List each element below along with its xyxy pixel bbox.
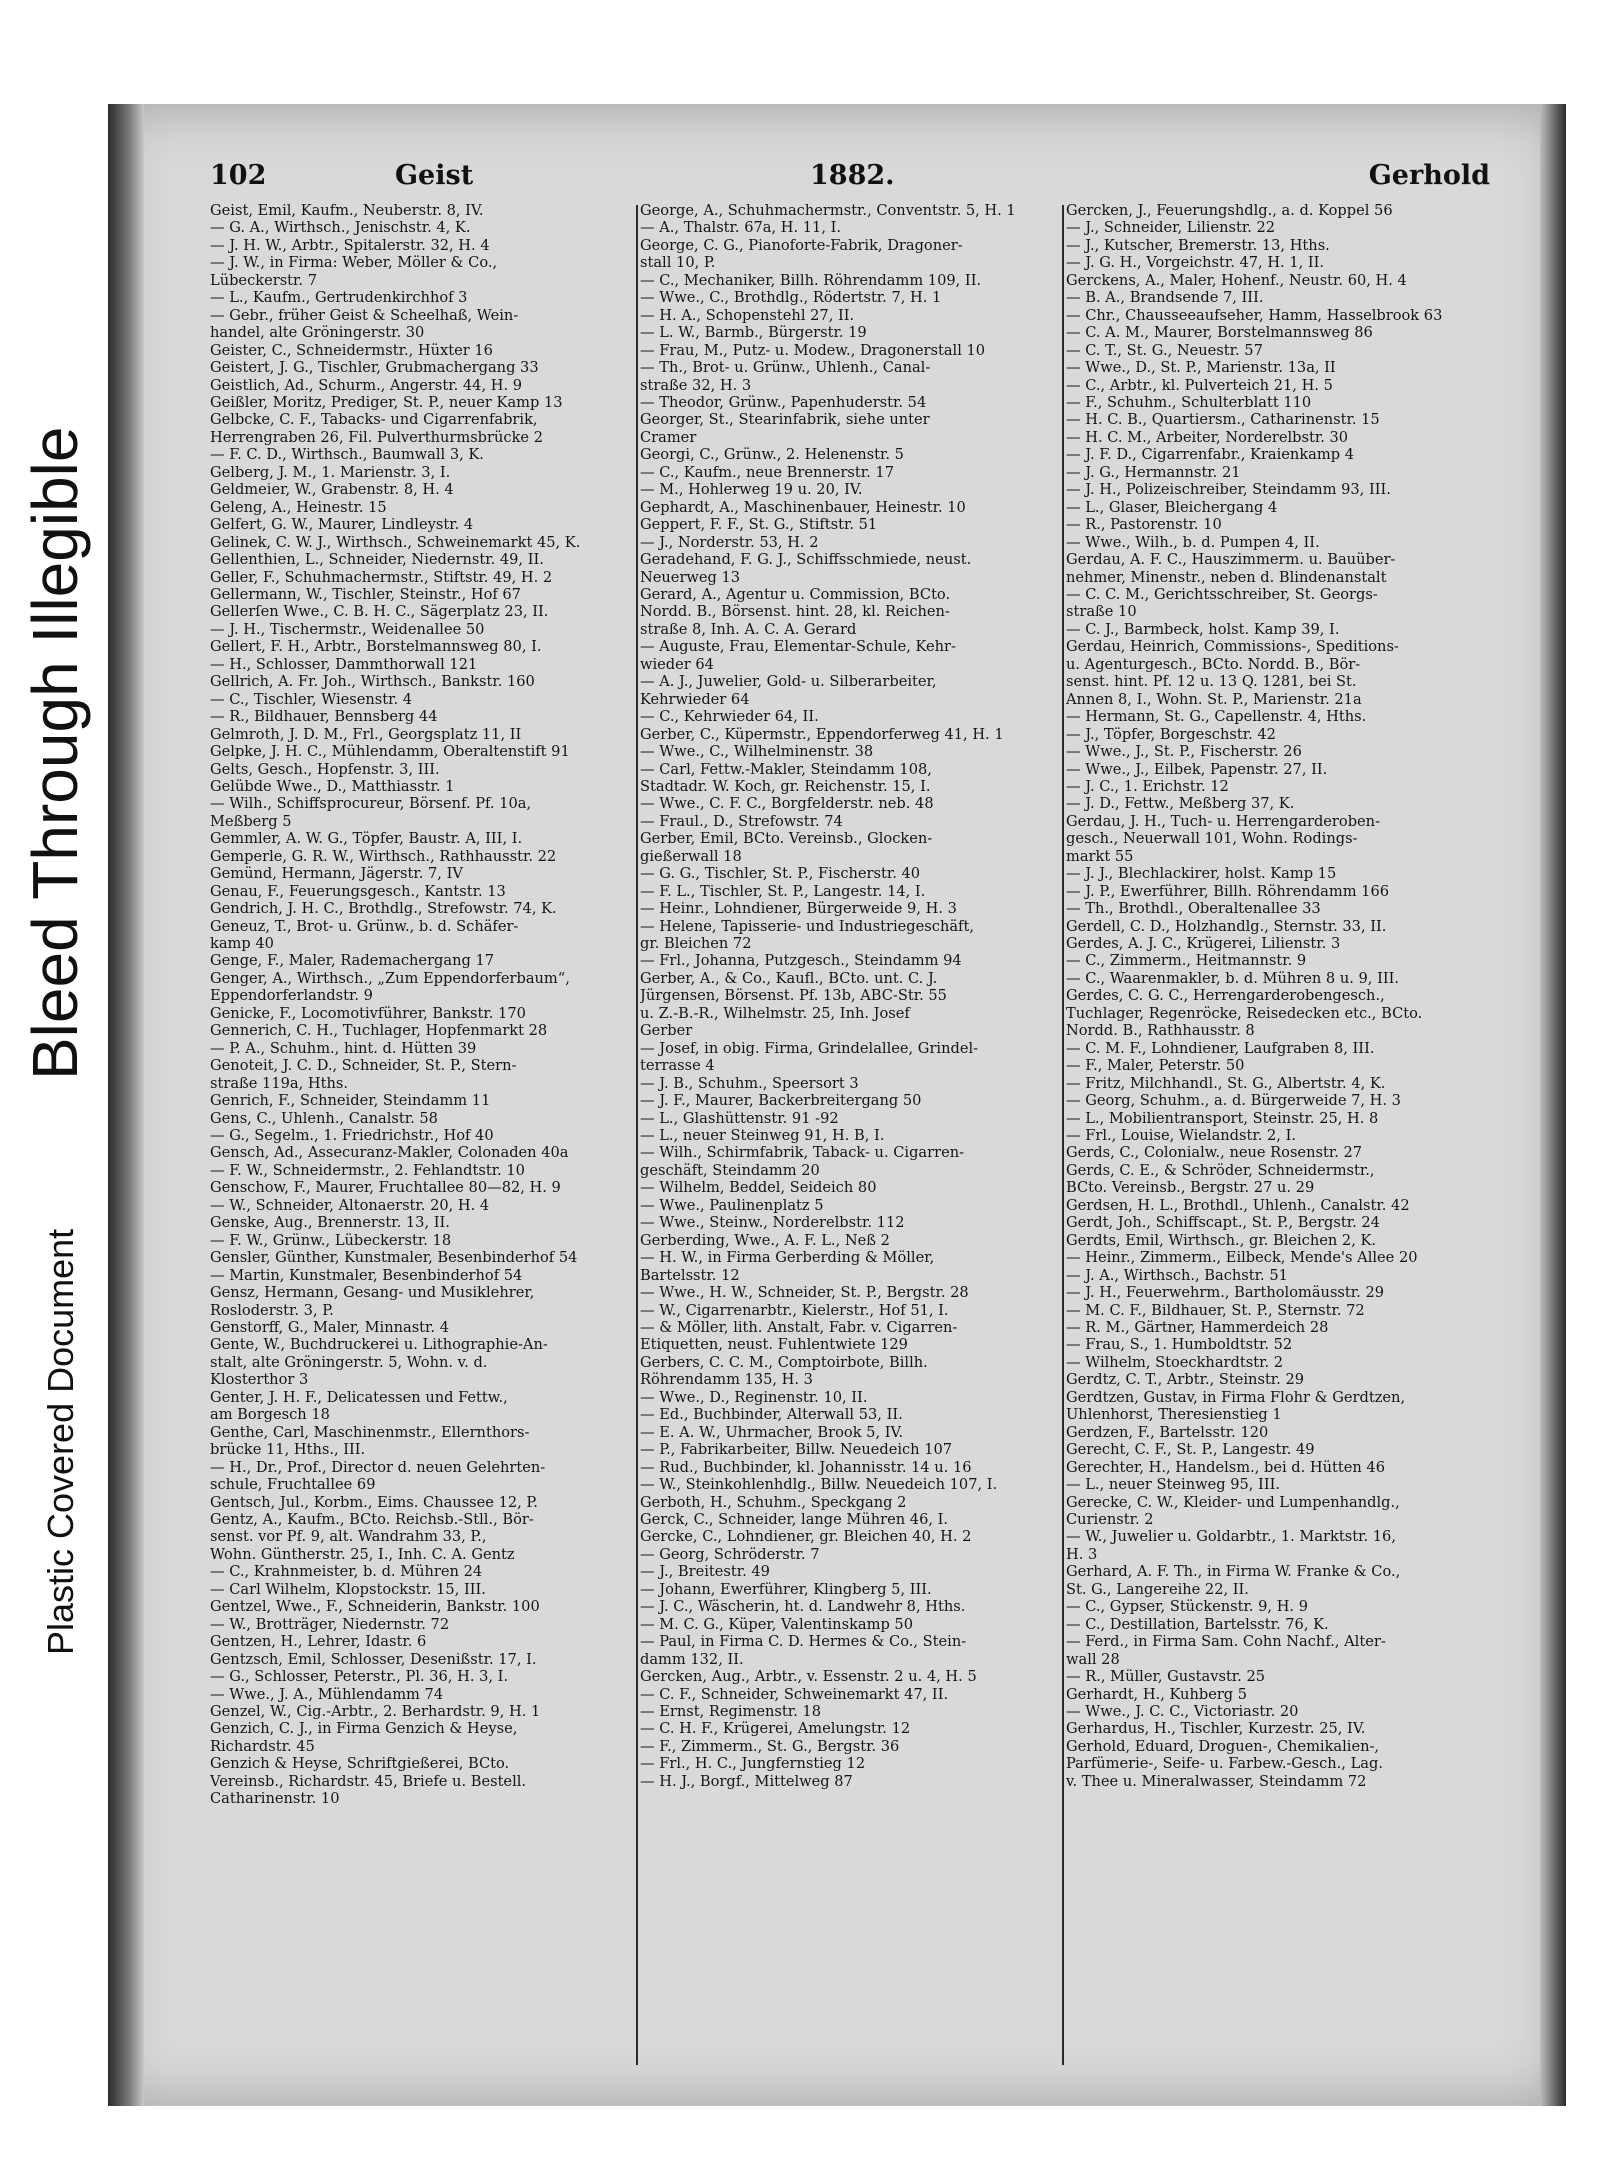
directory-entry: geschäft, Steindamm 20 <box>640 1161 820 1179</box>
directory-entry: stall 10, P. <box>640 254 716 272</box>
directory-entry: Neuerweg 13 <box>640 568 741 586</box>
directory-entry: Genau, F., Feuerungsgesch., Kantstr. 13 <box>210 882 506 900</box>
directory-entry: — Wwe., J., St. P., Fischerstr. 26 <box>1066 743 1302 761</box>
directory-entry: — F., Zimmerm., St. G., Bergstr. 36 <box>640 1737 900 1755</box>
directory-entry: — Frl., Johanna, Putzgesch., Steindamm 94 <box>640 952 962 970</box>
directory-entry: Gensch, Ad., Assecuranz-Makler, Colonaden 40a <box>210 1144 569 1162</box>
directory-entry: — F., Maler, Peterstr. 50 <box>1066 1057 1245 1075</box>
directory-entry: Gerhardus, H., Tischler, Kurzestr. 25, IV. <box>1066 1720 1366 1738</box>
directory-entry: nehmer, Minenstr., neben d. Blindenanstalt <box>1066 568 1387 586</box>
directory-entry: — C. T., St. G., Neuestr. 57 <box>1066 341 1263 359</box>
directory-entry: Gercke, C., Lohndiener, gr. Bleichen 40, H. 2 <box>640 1528 972 1546</box>
directory-entry: — L., Glashüttenstr. 91 -92 <box>640 1109 839 1127</box>
header-year: 1882. <box>810 160 895 191</box>
directory-entry: — P. A., Schuhm., hint. d. Hütten 39 <box>210 1039 477 1057</box>
directory-entry: Gellrich, A. Fr. Joh., Wirthsch., Bankstr. 160 <box>210 673 535 691</box>
directory-entry: terrasse 4 <box>640 1057 715 1075</box>
directory-entry: — C., Gypser, Stückenstr. 9, H. 9 <box>1066 1598 1308 1616</box>
directory-entry: stalt, alte Gröningerstr. 5, Wohn. v. d. <box>210 1353 488 1371</box>
directory-entry: Gelts, Gesch., Hopfenstr. 3, III. <box>210 760 440 778</box>
directory-entry: — L., neuer Steinweg 91, H. B, I. <box>640 1127 885 1145</box>
page-spine-shadow <box>108 104 144 2106</box>
directory-entry: George, A., Schuhmachermstr., Conventstr. 5, H. 1 <box>640 202 1016 219</box>
directory-entry: — Wwe., Paulinenplatz 5 <box>640 1196 824 1214</box>
directory-entry: Genzich, C. J., in Firma Genzich & Heyse, <box>210 1720 518 1738</box>
directory-entry: — L., Glaser, Bleichergang 4 <box>1066 498 1278 516</box>
directory-entry: — Chr., Chausseeaufseher, Hamm, Hasselbrook 63 <box>1066 306 1443 324</box>
directory-entry: Annen 8, I., Wohn. St. P., Marienstr. 21a <box>1066 690 1362 708</box>
directory-entry: — L., Kaufm., Gertrudenkirchhof 3 <box>210 289 468 307</box>
directory-entry: Gercken, Aug., Arbtr., v. Essenstr. 2 u. 4, H. 5 <box>640 1668 977 1686</box>
directory-entry: brücke 11, Hths., III. <box>210 1441 366 1459</box>
directory-entry: u. Agenturgesch., BCto. Nordd. B., Bör- <box>1066 655 1361 673</box>
directory-entry: — G., Segelm., 1. Friedrichstr., Hof 40 <box>210 1127 494 1145</box>
directory-entry: — Heinr., Zimmerm., Eilbeck, Mende's Allee 20 <box>1066 1249 1418 1267</box>
directory-entry: Klosterthor 3 <box>210 1371 309 1389</box>
directory-entry: Gennerich, C. H., Tuchlager, Hopfenmarkt 28 <box>210 1022 548 1040</box>
directory-entry: — J. P., Ewerführer, Billh. Röhrendamm 166 <box>1066 882 1390 900</box>
directory-entry: — Gebr., früher Geist & Scheelhaß, Wein- <box>210 306 519 324</box>
directory-entry: Gerberding, Wwe., A. F. L., Neß 2 <box>640 1231 890 1249</box>
directory-entry: — Ferd., in Firma Sam. Cohn Nachf., Alter- <box>1066 1633 1386 1651</box>
directory-entry: Geistlich, Ad., Schurm., Angerstr. 44, H. 9 <box>210 376 523 394</box>
directory-entry: — W., Schneider, Altonaerstr. 20, H. 4 <box>210 1196 490 1214</box>
directory-entry: Gens, C., Uhlenh., Canalstr. 58 <box>210 1109 438 1127</box>
directory-entry: — J., Kutscher, Bremerstr. 13, Hths. <box>1066 236 1330 254</box>
directory-entry: straße 10 <box>1066 603 1137 621</box>
directory-entry: Gelfert, G. W., Maurer, Lindleystr. 4 <box>210 516 474 534</box>
directory-entry: — Wilhelm, Stoeckhardtstr. 2 <box>1066 1353 1284 1371</box>
directory-entry: — Wilh., Schirmfabrik, Taback- u. Cigarren- <box>640 1144 965 1162</box>
directory-entry: Lübeckerstr. 7 <box>210 271 317 289</box>
directory-entry: — M., Hohlerweg 19 u. 20, IV. <box>640 481 863 499</box>
directory-entry: Gelübde Wwe., D., Matthiasstr. 1 <box>210 777 455 795</box>
directory-entry: — Th., Brothdl., Oberaltenallee 33 <box>1066 900 1321 918</box>
directory-entry: Rosloderstr. 3, P. <box>210 1301 334 1319</box>
directory-entry: — C., Krahnmeister, b. d. Mühren 24 <box>210 1563 483 1581</box>
directory-entry: Gerecht, C. F., St. P., Langestr. 49 <box>1066 1441 1315 1459</box>
directory-entry: — Rud., Buchbinder, kl. Johannisstr. 14 u. 16 <box>640 1458 972 1476</box>
directory-entry: — G., Schlosser, Peterstr., Pl. 36, H. 3, I. <box>210 1668 509 1686</box>
directory-entry: — Fraul., D., Strefowstr. 74 <box>640 812 843 830</box>
directory-entry: — H. C. B., Quartiersm., Catharinenstr. 15 <box>1066 411 1380 429</box>
header-last-entry: Gerhold <box>1368 160 1490 191</box>
directory-entry: — H. W., in Firma Gerberding & Möller, <box>640 1249 935 1267</box>
directory-entry: — C. H. F., Krügerei, Amelungstr. 12 <box>640 1720 911 1738</box>
directory-entry: Gerdes, A. J. C., Krügerei, Lilienstr. 3 <box>1066 935 1341 953</box>
directory-entry: Genthe, Carl, Maschinenmstr., Ellernthors- <box>210 1423 530 1441</box>
directory-entry: Nordd. B., Börsenst. hint. 28, kl. Reichen- <box>640 603 950 621</box>
directory-entry: Gente, W., Buchdruckerei u. Lithographie-An- <box>210 1336 548 1354</box>
directory-entry: Geleng, A., Heinestr. 15 <box>210 498 387 516</box>
directory-entry: v. Thee u. Mineralwasser, Steindamm 72 <box>1066 1772 1367 1790</box>
directory-entry: straße 32, H. 3 <box>640 376 752 394</box>
directory-entry: Geist, Emil, Kaufm., Neuberstr. 8, IV. <box>210 202 484 219</box>
directory-entry: Gerdsen, H. L., Brothdl., Uhlenh., Canalstr. 42 <box>1066 1196 1410 1214</box>
directory-entry: — M. C. G., Küper, Valentinskamp 50 <box>640 1615 913 1633</box>
header-first-entry: Geist <box>395 160 474 191</box>
directory-entry: Stadtadr. W. Koch, gr. Reichenstr. 15, I. <box>640 777 931 795</box>
directory-entry: — Martin, Kunstmaler, Besenbinderhof 54 <box>210 1266 523 1284</box>
directory-entry: — M. C. F., Bildhauer, St. P., Sternstr. 72 <box>1066 1301 1365 1319</box>
directory-entry: Georger, St., Stearinfabrik, siehe unter <box>640 411 930 429</box>
directory-entry: — R., Pastorenstr. 10 <box>1066 516 1222 534</box>
directory-entry: — Ernst, Regimenstr. 18 <box>640 1702 821 1720</box>
directory-entry: — J. B., Schuhm., Speersort 3 <box>640 1074 859 1092</box>
directory-entry: Gentzel, Wwe., F., Schneiderin, Bankstr. 100 <box>210 1598 540 1616</box>
directory-entry: Richardstr. 45 <box>210 1737 315 1755</box>
directory-entry: Wohn. Güntherstr. 25, I., Inh. C. A. Gentz <box>210 1545 515 1563</box>
directory-entry: Cramer <box>640 428 697 446</box>
directory-entry: Gerboth, H., Schuhm., Speckgang 2 <box>640 1493 907 1511</box>
directory-entry: — F. W., Schneidermstr., 2. Fehlandtstr. 10 <box>210 1161 525 1179</box>
directory-entry: Gephardt, A., Maschinenbauer, Heinestr. 10 <box>640 498 966 516</box>
directory-entry: kamp 40 <box>210 935 274 953</box>
directory-entry: Gerber <box>640 1022 693 1040</box>
directory-entry: Jürgensen, Börsenst. Pf. 13b, ABC-Str. 55 <box>640 987 947 1005</box>
directory-entry: — Frau, S., 1. Humboldtstr. 52 <box>1066 1336 1293 1354</box>
directory-entry: — Wwe., J. A., Mühlendamm 74 <box>210 1685 444 1703</box>
directory-entry: Gerdts, Emil, Wirthsch., gr. Bleichen 2, K. <box>1066 1231 1377 1249</box>
directory-entry: — A., Thalstr. 67a, H. 11, I. <box>640 219 841 237</box>
directory-entry: am Borgesch 18 <box>210 1406 330 1424</box>
directory-entry: — Wwe., J., Eilbek, Papenstr. 27, II. <box>1066 760 1328 778</box>
directory-entry: damm 132, II. <box>640 1650 744 1668</box>
directory-entry: Gerechter, H., Handelsm., bei d. Hütten 46 <box>1066 1458 1385 1476</box>
directory-entry: Gerdtzen, Gustav, in Firma Flohr & Gerdtzen, <box>1066 1388 1406 1406</box>
directory-entry: Georgi, C., Grünw., 2. Helenenstr. 5 <box>640 446 904 464</box>
directory-entry: — Wilh., Schiffsprocureur, Börsenf. Pf. 10a, <box>210 795 532 813</box>
page-number: 102 <box>210 160 267 191</box>
directory-entry: — W., Cigarrenarbtr., Kielerstr., Hof 51, I. <box>640 1301 949 1319</box>
directory-entry: Uhlenhorst, Theresienstieg 1 <box>1066 1406 1282 1424</box>
directory-entry: — W., Steinkohlenhdlg., Billw. Neuedeich 107, I. <box>640 1476 998 1494</box>
directory-entry: George, C. G., Pianoforte-Fabrik, Dragoner- <box>640 236 963 254</box>
column-divider <box>1062 205 1064 2065</box>
directory-entry: — J., Schneider, Lilienstr. 22 <box>1066 219 1276 237</box>
plastic-covered-label: Plastic Covered Document <box>40 1228 81 1655</box>
directory-entry: senst. hint. Pf. 12 u. 13 Q. 1281, bei St. <box>1066 673 1357 691</box>
directory-entry: — L., neuer Steinweg 95, III. <box>1066 1476 1280 1494</box>
directory-entry: Genge, F., Maler, Rademachergang 17 <box>210 952 495 970</box>
directory-entry: Gerber, A., & Co., Kaufl., BCto. unt. C. J. <box>640 969 938 987</box>
directory-entry: — F. L., Tischler, St. P., Langestr. 14, I. <box>640 882 926 900</box>
directory-entry: Parfümerie-, Seife- u. Farbew.-Gesch., Lag. <box>1066 1755 1383 1773</box>
directory-entry: straße 8, Inh. A. C. A. Gerard <box>640 620 857 638</box>
directory-entry: Genschow, F., Maurer, Fruchtallee 80—82, H. 9 <box>210 1179 561 1197</box>
directory-entry: Gemmler, A. W. G., Töpfer, Baustr. A, III, I. <box>210 830 523 848</box>
directory-entry: — Wwe., Steinw., Norderelbstr. 112 <box>640 1214 905 1232</box>
directory-entry: — Auguste, Frau, Elementar-Schule, Kehr- <box>640 638 956 656</box>
directory-entry: Gerds, C. E., & Schröder, Schneidermstr., <box>1066 1161 1375 1179</box>
directory-entry: — R., Müller, Gustavstr. 25 <box>1066 1668 1266 1686</box>
directory-entry: Etiquetten, neust. Fuhlentwiete 129 <box>640 1336 908 1354</box>
directory-entry: Gellerſen Wwe., C. B. H. C., Sägerplatz 23, II. <box>210 603 549 621</box>
directory-entry: Geister, C., Schneidermstr., Hüxter 16 <box>210 341 493 359</box>
directory-entry: Gemünd, Hermann, Jägerstr. 7, IV <box>210 865 463 883</box>
directory-entry: Gendrich, J. H. C., Brothdlg., Strefowstr. 74, K. <box>210 900 557 918</box>
directory-entry: — H. C. M., Arbeiter, Norderelbstr. 30 <box>1066 428 1349 446</box>
directory-entry: Gerckens, A., Maler, Hohenf., Neustr. 60, H. 4 <box>1066 271 1407 289</box>
directory-entry: — B. A., Brandsende 7, III. <box>1066 289 1264 307</box>
directory-entry: gießerwall 18 <box>640 847 742 865</box>
directory-entry: Gerck, C., Schneider, lange Mühren 46, I. <box>640 1510 949 1528</box>
directory-entry: — W., Juwelier u. Goldarbtr., 1. Marktstr. 16, <box>1066 1528 1396 1546</box>
directory-entry: — Wwe., Wilh., b. d. Pumpen 4, II. <box>1066 533 1320 551</box>
directory-entry: — Wwe., D., St. P., Marienstr. 13a, II <box>1066 359 1336 377</box>
directory-entry: Genicke, F., Locomotivführer, Bankstr. 170 <box>210 1004 526 1022</box>
directory-entry: — H., Schlosser, Dammthorwall 121 <box>210 655 478 673</box>
directory-entry: Kehrwieder 64 <box>640 690 750 708</box>
directory-entry: Gensz, Hermann, Gesang- und Musiklehrer, <box>210 1284 535 1302</box>
directory-entry: — Helene, Tapisserie- und Industriegeschäft, <box>640 917 974 935</box>
directory-entry: Gemperle, G. R. W., Wirthsch., Rathhausstr. 22 <box>210 847 557 865</box>
directory-entry: Gentsch, Jul., Korbm., Eims. Chaussee 12, P. <box>210 1493 538 1511</box>
directory-entry: — H., Dr., Prof., Director d. neuen Gelehrten- <box>210 1458 546 1476</box>
directory-entry: — J., Töpfer, Borgeschstr. 42 <box>1066 725 1276 743</box>
directory-entry: — C. C. M., Gerichtsschreiber, St. Georgs- <box>1066 585 1378 603</box>
directory-entry: Gellermann, W., Tischler, Steinstr., Hof 67 <box>210 585 521 603</box>
directory-entry: — Wwe., C. F. C., Borgfelderstr. neb. 48 <box>640 795 934 813</box>
directory-entry: senst. vor Pf. 9, alt. Wandrahm 33, P., <box>210 1528 487 1546</box>
directory-entry: — C., Destillation, Bartelsstr. 76, K. <box>1066 1615 1329 1633</box>
directory-entry: — F. W., Grünw., Lübeckerstr. 18 <box>210 1231 452 1249</box>
directory-entry: Geldmeier, W., Grabenstr. 8, H. 4 <box>210 481 454 499</box>
directory-entry: — Johann, Ewerführer, Klingberg 5, III. <box>640 1580 932 1598</box>
directory-entry: — Frau, M., Putz- u. Modew., Dragonerstall 10 <box>640 341 986 359</box>
directory-entry: Gerhard, A. F. Th., in Firma W. Franke & Co., <box>1066 1563 1401 1581</box>
directory-entry: — Carl, Fettw.-Makler, Steindamm 108, <box>640 760 932 778</box>
directory-entry: — C., Arbtr., kl. Pulverteich 21, H. 5 <box>1066 376 1333 394</box>
directory-entry: — E. A. W., Uhrmacher, Brook 5, IV. <box>640 1423 904 1441</box>
directory-entry: — J. G., Hermannstr. 21 <box>1066 463 1241 481</box>
directory-entry: gr. Bleichen 72 <box>640 935 752 953</box>
page-right-edge <box>1540 104 1566 2106</box>
directory-entry: — C., Mechaniker, Billh. Röhrendamm 109, II. <box>640 271 982 289</box>
directory-entry: Geistert, J. G., Tischler, Grubmachergang 33 <box>210 359 539 377</box>
directory-entry: Gerdes, C. G. C., Herrengarderobengesch., <box>1066 987 1385 1005</box>
directory-entry: Genoteit, J. C. D., Schneider, St. P., Stern- <box>210 1057 517 1075</box>
directory-entry: Gerhold, Eduard, Droguen-, Chemikalien-, <box>1066 1737 1380 1755</box>
directory-entry: Gerdell, C. D., Holzhandlg., Sternstr. 33, II. <box>1066 917 1387 935</box>
directory-entry: — G. G., Tischler, St. P., Fischerstr. 40 <box>640 865 921 883</box>
directory-entry: — J. H., Tischermstr., Weidenallee 50 <box>210 620 485 638</box>
directory-entry: — J. G. H., Vorgeichstr. 47, H. 1, II. <box>1066 254 1325 272</box>
directory-entry: Röhrendamm 135, H. 3 <box>640 1371 813 1389</box>
directory-entry: — J. C., Wäscherin, ht. d. Landwehr 8, Hths. <box>640 1598 966 1616</box>
directory-entry: Tuchlager, Regenröcke, Reisedecken etc., BCto. <box>1066 1004 1423 1022</box>
directory-entry: — C., Tischler, Wiesenstr. 4 <box>210 690 413 708</box>
directory-entry: — & Möller, lith. Anstalt, Fabr. v. Cigarren- <box>640 1319 958 1336</box>
directory-entry: Gentzen, H., Lehrer, Idastr. 6 <box>210 1633 427 1651</box>
directory-entry: Gerber, C., Küpermstr., Eppendorferweg 41, H. 1 <box>640 725 1004 743</box>
directory-entry: — R., Bildhauer, Bennsberg 44 <box>210 708 438 726</box>
directory-entry: — J. H., Feuerwehrm., Bartholomäusstr. 29 <box>1066 1284 1385 1302</box>
directory-entry: Gerds, C., Colonialw., neue Rosenstr. 27 <box>1066 1144 1363 1162</box>
directory-entry: — J. J., Blechlackirer, holst. Kamp 15 <box>1066 865 1337 883</box>
directory-entry: Gerdtz, C. T., Arbtr., Steinstr. 29 <box>1066 1371 1305 1389</box>
directory-entry: — Heinr., Lohndiener, Bürgerweide 9, H. 3 <box>640 900 957 918</box>
directory-entry: — Fritz, Milchhandl., St. G., Albertstr. 4, K. <box>1066 1074 1386 1092</box>
directory-entry: Gelberg, J. M., 1. Marienstr. 3, I. <box>210 463 451 481</box>
directory-entry: — C., Kaufm., neue Brennerstr. 17 <box>640 463 894 481</box>
directory-entry: — W., Brotträger, Niedernstr. 72 <box>210 1615 450 1633</box>
directory-entry: Genrich, F., Schneider, Steindamm 11 <box>210 1092 491 1110</box>
directory-column-3 <box>1066 202 1494 2064</box>
column-divider <box>636 205 638 2065</box>
directory-entry: Gelinek, C. W. J., Wirthsch., Schweinemarkt 45, K. <box>210 533 581 551</box>
directory-entry: Gellert, F. H., Arbtr., Borstelmannsweg 80, I. <box>210 638 542 656</box>
directory-entry: — Hermann, St. G., Capellenstr. 4, Hths. <box>1066 708 1367 726</box>
directory-entry: — J., Norderstr. 53, H. 2 <box>640 533 819 551</box>
directory-entry: Catharinenstr. 10 <box>210 1790 340 1808</box>
directory-entry: Gerdau, A. F. C., Hauszimmerm. u. Bauüber- <box>1066 551 1396 569</box>
directory-entry: — Wwe., C., Wilhelminenstr. 38 <box>640 743 874 761</box>
directory-entry: markt 55 <box>1066 847 1134 865</box>
directory-entry: — Wwe., D., Reginenstr. 10, II. <box>640 1388 868 1406</box>
directory-entry: — Th., Brot- u. Grünw., Uhlenh., Canal- <box>640 359 931 377</box>
directory-entry: Gensler, Günther, Kunstmaler, Besenbinderhof 54 <box>210 1249 578 1267</box>
directory-entry: — C., Kehrwieder 64, II. <box>640 708 819 726</box>
directory-entry: — C. A. M., Maurer, Borstelmannsweg 86 <box>1066 324 1373 342</box>
bleed-through-label: Bleed Through Illegible <box>19 426 91 1080</box>
directory-entry: Gentzsch, Emil, Schlosser, Desenißstr. 17, I. <box>210 1650 537 1668</box>
directory-entry: — Josef, in obig. Firma, Grindelallee, Grindel- <box>640 1039 979 1057</box>
directory-entry: u. Z.-B.-R., Wilhelmstr. 25, Inh. Josef <box>640 1004 910 1022</box>
directory-entry: — J. F. D., Cigarrenfabr., Kraienkamp 4 <box>1066 446 1354 464</box>
directory-entry: Gerbers, C. C. M., Comptoirbote, Billh. <box>640 1353 928 1371</box>
directory-entry: — Carl Wilhelm, Klopstockstr. 15, III. <box>210 1580 486 1598</box>
directory-entry: — Wilhelm, Beddel, Seideich 80 <box>640 1179 877 1197</box>
directory-entry: — Georg, Schröderstr. 7 <box>640 1545 820 1563</box>
page-header <box>210 160 1490 198</box>
directory-entry: — H. A., Schopenstehl 27, II. <box>640 306 855 324</box>
directory-entry: — C. J., Barmbeck, holst. Kamp 39, I. <box>1066 620 1340 638</box>
directory-entry: schule, Fruchtallee 69 <box>210 1476 376 1494</box>
directory-entry: — C., Waarenmakler, b. d. Mühren 8 u. 9, III. <box>1066 969 1400 987</box>
directory-entry: Gerber, Emil, BCto. Vereinsb., Glocken- <box>640 830 933 848</box>
directory-entry: — A. J., Juwelier, Gold- u. Silberarbeiter, <box>640 673 937 691</box>
directory-entry: Geppert, F. F., St. G., Stiftstr. 51 <box>640 516 878 534</box>
directory-entry: Gerdau, J. H., Tuch- u. Herrengarderoben- <box>1066 812 1381 830</box>
directory-entry: — J. D., Fettw., Meßberg 37, K. <box>1066 795 1295 813</box>
directory-entry: — Wwe., H. W., Schneider, St. P., Bergstr. 28 <box>640 1284 969 1302</box>
directory-entry: — J. A., Wirthsch., Bachstr. 51 <box>1066 1266 1288 1284</box>
directory-entry: Gerhardt, H., Kuhberg 5 <box>1066 1685 1248 1703</box>
directory-entry: — L. W., Barmb., Bürgerstr. 19 <box>640 324 867 342</box>
directory-entry: — Frl., H. C., Jungfernstieg 12 <box>640 1755 866 1773</box>
directory-entry: — J. H., Polizeischreiber, Steindamm 93, III. <box>1066 481 1391 499</box>
directory-entry: Genger, A., Wirthsch., „Zum Eppendorferbaum“, <box>210 969 570 987</box>
directory-entry: — J., Breitestr. 49 <box>640 1563 770 1581</box>
directory-entry: Genstorff, G., Maler, Minnastr. 4 <box>210 1319 449 1336</box>
directory-entry: Gerecke, C. W., Kleider- und Lumpenhandlg., <box>1066 1493 1400 1511</box>
directory-entry: — L., Mobilientransport, Steinstr. 25, H. 8 <box>1066 1109 1379 1127</box>
directory-entry: St. G., Langereihe 22, II. <box>1066 1580 1249 1598</box>
directory-entry: Eppendorferlandstr. 9 <box>210 987 373 1005</box>
directory-entry: Gerdt, Joh., Schiffscapt., St. P., Bergstr. 24 <box>1066 1214 1380 1232</box>
directory-entry: — J. F., Maurer, Backerbreitergang 50 <box>640 1092 922 1110</box>
directory-entry: straße 119a, Hths. <box>210 1074 349 1092</box>
directory-entry: Genzich & Heyse, Schriftgießerei, BCto. <box>210 1755 510 1773</box>
directory-entry: — H. J., Borgf., Mittelweg 87 <box>640 1772 853 1790</box>
directory-entry: Gelmroth, J. D. M., Frl., Georgsplatz 11, II <box>210 725 522 743</box>
directory-entry: — C. F., Schneider, Schweinemarkt 47, II. <box>640 1685 949 1703</box>
directory-entry: Bartelsstr. 12 <box>640 1266 740 1284</box>
directory-entry: gesch., Neuerwall 101, Wohn. Rodings- <box>1066 830 1358 848</box>
directory-entry: Herrengraben 26, Fil. Pulverthurmsbrücke 2 <box>210 428 543 446</box>
directory-entry: Genter, J. H. F., Delicatessen und Fettw., <box>210 1388 508 1406</box>
directory-entry: — R. M., Gärtner, Hammerdeich 28 <box>1066 1319 1329 1336</box>
directory-entry: — C. M. F., Lohndiener, Laufgraben 8, III. <box>1066 1039 1375 1057</box>
directory-entry: handel, alte Gröningerstr. 30 <box>210 324 425 342</box>
directory-entry: — J. C., 1. Erichstr. 12 <box>1066 777 1229 795</box>
directory-column-2 <box>640 202 1062 2064</box>
directory-entry: — J. W., in Firma: Weber, Möller & Co., <box>210 254 498 272</box>
directory-entry: wall 28 <box>1066 1650 1120 1668</box>
directory-entry: — Theodor, Grünw., Papenhuderstr. 54 <box>640 393 927 411</box>
directory-entry: — C., Zimmerm., Heitmannstr. 9 <box>1066 952 1307 970</box>
directory-entry: Vereinsb., Richardstr. 45, Briefe u. Bestell. <box>210 1772 527 1790</box>
directory-entry: Nordd. B., Rathhausstr. 8 <box>1066 1022 1255 1040</box>
directory-column-1 <box>210 202 635 2064</box>
directory-entry: Geneuz, T., Brot- u. Grünw., b. d. Schäfer- <box>210 917 519 935</box>
directory-entry: Gelbcke, C. F., Tabacks- und Cigarrenfabrik, <box>210 411 538 429</box>
directory-entry: — F., Schuhm., Schulterblatt 110 <box>1066 393 1312 411</box>
directory-entry: — Wwe., C., Brothdlg., Rödertstr. 7, H. 1 <box>640 289 942 307</box>
directory-entry: — P., Fabrikarbeiter, Billw. Neuedeich 107 <box>640 1441 953 1459</box>
directory-entry: Meßberg 5 <box>210 812 292 830</box>
directory-entry: — J. H. W., Arbtr., Spitalerstr. 32, H. 4 <box>210 236 490 254</box>
directory-entry: Gerdau, Heinrich, Commissions-, Speditions- <box>1066 638 1399 656</box>
directory-entry: — Paul, in Firma C. D. Hermes & Co., Stein- <box>640 1633 967 1651</box>
directory-entry: — F. C. D., Wirthsch., Baumwall 3, K. <box>210 446 484 464</box>
directory-entry: Genske, Aug., Brennerstr. 13, II. <box>210 1214 450 1232</box>
directory-entry: — Georg, Schuhm., a. d. Bürgerweide 7, H. 3 <box>1066 1092 1401 1110</box>
directory-entry: H. 3 <box>1066 1545 1098 1563</box>
directory-entry: Genzel, W., Cig.-Arbtr., 2. Berhardstr. 9, H. 1 <box>210 1702 541 1720</box>
directory-entry: — G. A., Wirthsch., Jenischstr. 4, K. <box>210 219 471 237</box>
directory-entry: Geradehand, F. G. J., Schiffsschmiede, neust. <box>640 551 972 569</box>
directory-entry: Gentz, A., Kaufm., BCto. Reichsb.-Stll., Bör- <box>210 1510 534 1528</box>
directory-entry: Geller, F., Schuhmachermstr., Stiftstr. 49, H. 2 <box>210 568 553 586</box>
directory-entry: BCto. Vereinsb., Bergstr. 27 u. 29 <box>1066 1179 1315 1197</box>
directory-entry: wieder 64 <box>640 655 714 673</box>
directory-entry: Gerdzen, F., Bartelsstr. 120 <box>1066 1423 1269 1441</box>
directory-entry: Curienstr. 2 <box>1066 1510 1154 1528</box>
directory-entry: — Wwe., J. C. C., Victoriastr. 20 <box>1066 1702 1299 1720</box>
directory-entry: Gerard, A., Agentur u. Commission, BCto. <box>640 585 951 603</box>
directory-entry: Gercken, J., Feuerungshdlg., a. d. Koppel 56 <box>1066 202 1393 219</box>
directory-entry: — Ed., Buchbinder, Alterwall 53, II. <box>640 1406 903 1424</box>
directory-entry: Gelpke, J. H. C., Mühlendamm, Oberaltenstift 91 <box>210 743 570 761</box>
directory-entry: Geißler, Moritz, Prediger, St. P., neuer Kamp 13 <box>210 393 563 411</box>
directory-entry: Gellenthien, L., Schneider, Niedernstr. 49, II. <box>210 551 544 569</box>
directory-entry: — Frl., Louise, Wielandstr. 2, I. <box>1066 1127 1296 1145</box>
